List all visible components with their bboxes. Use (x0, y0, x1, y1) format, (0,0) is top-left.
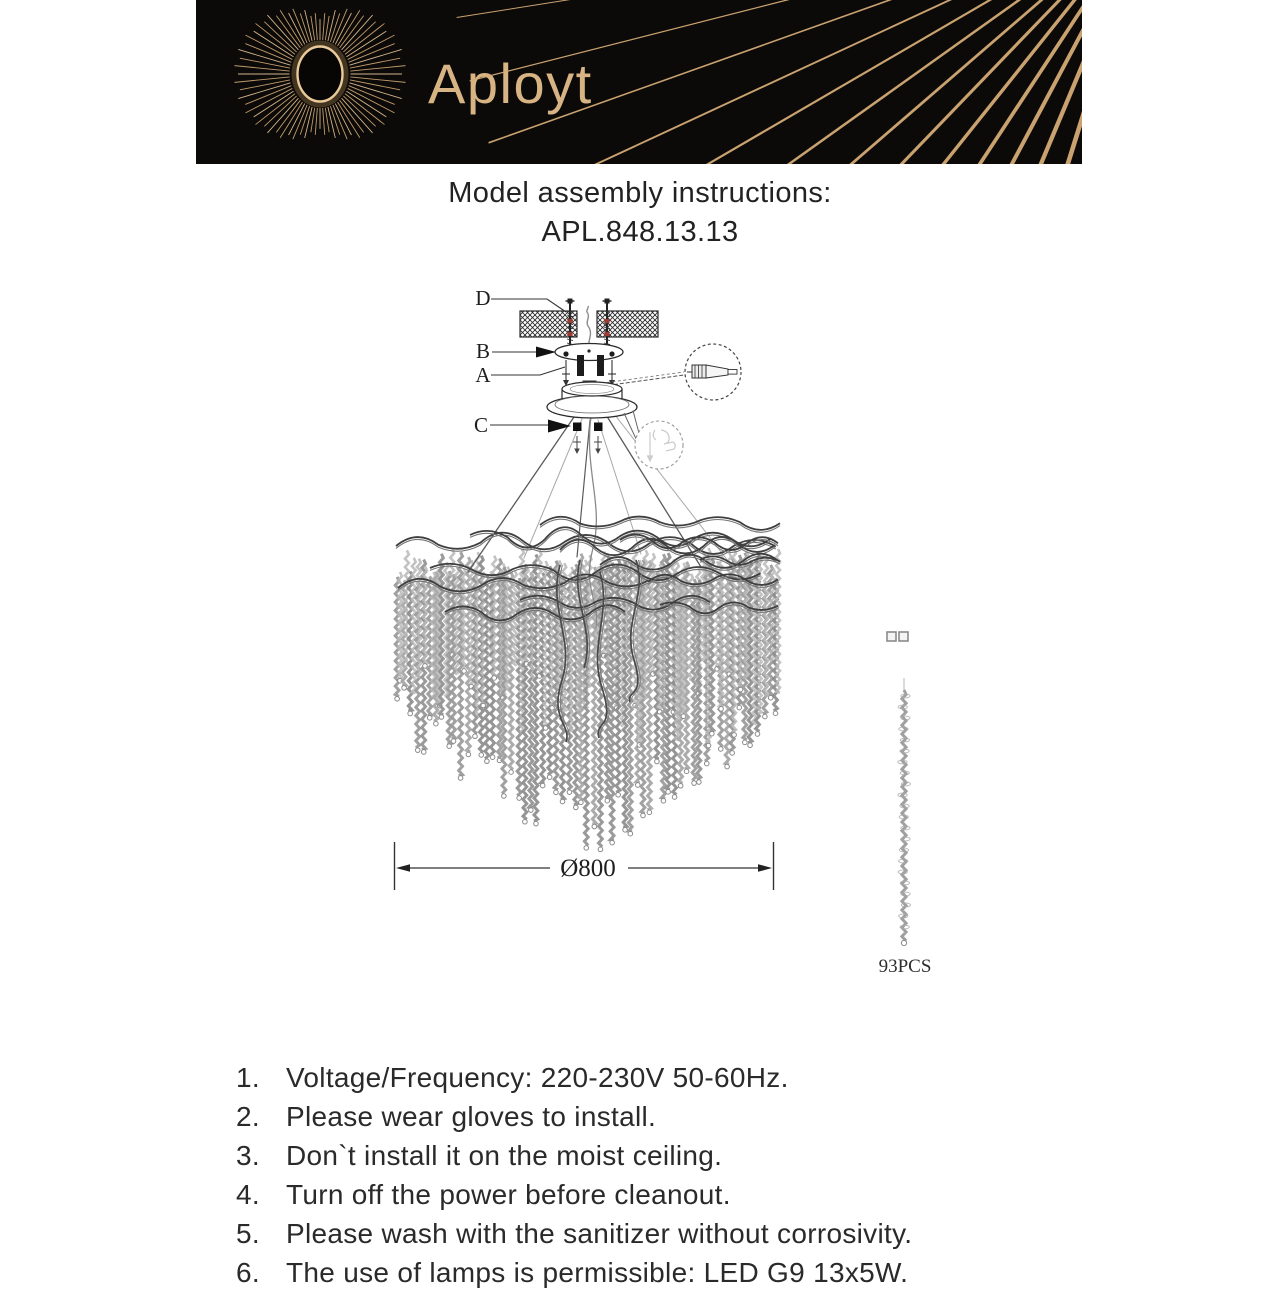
assembly-diagram (380, 270, 960, 1020)
item-number: 4. (236, 1179, 260, 1210)
list-item (236, 1253, 1246, 1292)
label-d: D (475, 286, 491, 310)
canopy (547, 382, 637, 418)
brand-banner (196, 0, 1082, 164)
item-text: Turn off the power before cleanout. (286, 1179, 731, 1210)
part-labels (474, 286, 491, 437)
brand-name: Aployt (428, 52, 593, 115)
banner-art (196, 0, 1082, 164)
item-number: 2. (236, 1101, 260, 1132)
tofu-square-2 (899, 632, 908, 641)
standoff-post-left (577, 355, 584, 376)
standoff-post-right (597, 355, 604, 376)
item-text: Don`t install it on the moist ceiling. (286, 1140, 723, 1171)
list-item (236, 1058, 1246, 1097)
item-number: 6. (236, 1257, 260, 1288)
dimension-label: Ø800 (560, 855, 616, 882)
hook-detail-circle (624, 411, 683, 470)
ceiling-section (520, 311, 658, 337)
pcs-label: 93PCS (878, 956, 932, 977)
arrow-to-nut (548, 420, 571, 433)
power-wire (587, 306, 591, 349)
mounting-plate (555, 344, 623, 361)
instruction-list (236, 1058, 1246, 1292)
item-text: Please wash with the sanitizer without corrosivity. (286, 1218, 913, 1249)
model-number: APL.848.13.13 (541, 216, 739, 248)
item-number: 5. (236, 1218, 260, 1249)
item-text: Voltage/Frequency: 220-230V 50-60Hz. (286, 1062, 789, 1093)
title-block (0, 174, 1280, 252)
list-item (236, 1214, 1246, 1253)
logo-center (299, 48, 341, 100)
plate-screws (562, 360, 616, 381)
label-b: B (475, 339, 491, 363)
tofu-square-1 (887, 632, 896, 641)
label-c: C (473, 413, 489, 437)
sample-strand-icon (898, 678, 911, 946)
list-item (236, 1175, 1246, 1214)
sample-strand-group (879, 632, 932, 977)
item-text: The use of lamps is permissible: LED G9 13x5W. (286, 1257, 909, 1288)
page-title: Model assembly instructions: (448, 177, 832, 209)
item-text: Please wear gloves to install. (286, 1101, 657, 1132)
label-a: A (475, 363, 491, 387)
list-item (236, 1136, 1246, 1175)
list-item (236, 1097, 1246, 1136)
arrow-to-plate (536, 347, 556, 358)
item-number: 1. (236, 1062, 260, 1093)
item-number: 3. (236, 1140, 260, 1171)
connector-detail-circle (685, 344, 741, 400)
